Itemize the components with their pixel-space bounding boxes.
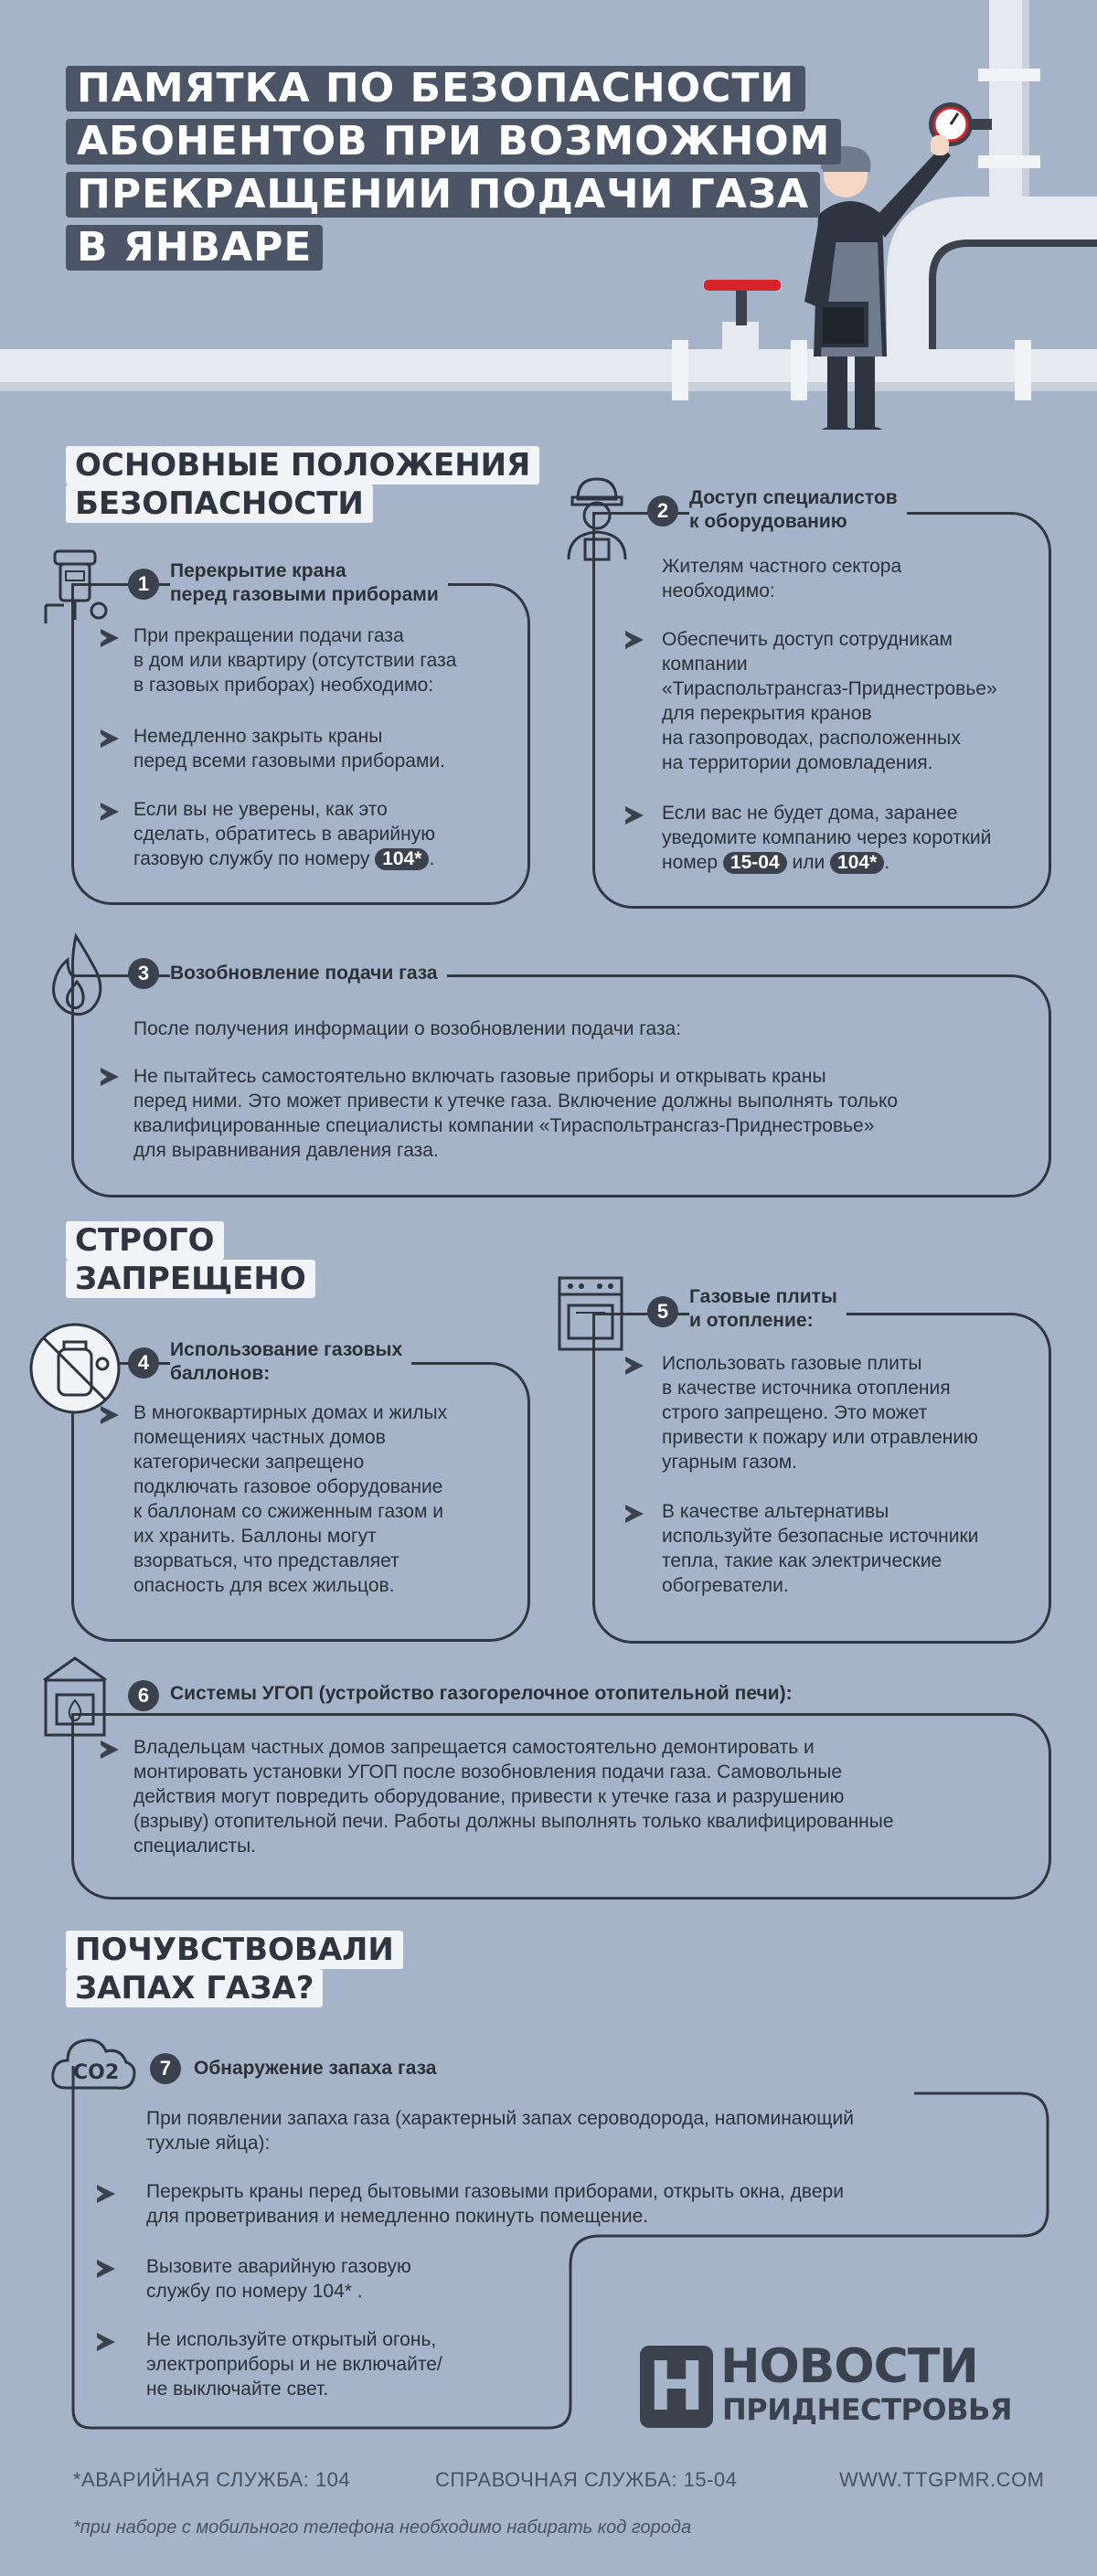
phone-badge-1504: 15-04 xyxy=(723,852,787,874)
section-heading-basics-1: ОСНОВНЫЕ ПОЛОЖЕНИЯ xyxy=(66,446,539,484)
page-title-line-2: АБОНЕНТОВ ПРИ ВОЗМОЖНОМ xyxy=(66,119,841,165)
footer-info-service: СПРАВОЧНАЯ СЛУЖБА: 15-04 xyxy=(435,2468,738,2491)
gas-stove-icon xyxy=(554,1272,627,1355)
flame-icon xyxy=(44,931,108,1018)
gas-valve-icon xyxy=(704,280,781,358)
block-7-point-1: Перекрыть краны перед бытовыми газовыми приборами, открыть окна, двери для проветривания и немедленно покинуть помещение. xyxy=(146,2181,844,2227)
page-title-line-3: ПРЕКРАЩЕНИИ ПОДАЧИ ГАЗА xyxy=(66,172,820,218)
page-title-line-1: ПАМЯТКА ПО БЕЗОПАСНОСТИ xyxy=(66,66,805,112)
block-4-number: 4 xyxy=(128,1347,159,1378)
section-heading-smell-1: ПОЧУВСТВОВАЛИ xyxy=(66,1931,403,1969)
pipe-meter-icon xyxy=(38,547,112,629)
section-heading-forbidden-2: ЗАПРЕЩЕНО xyxy=(66,1260,315,1298)
block-1-title: Перекрытие крана перед газовыми приборами xyxy=(170,559,448,607)
block-2-title: Доступ специалистов к оборудованию xyxy=(689,486,907,534)
block-5-title: Газовые плиты и отопление: xyxy=(689,1285,847,1333)
phone-badge-104: 104* xyxy=(830,852,884,874)
block-7-title: Обнаружение запаха газа xyxy=(194,2057,445,2081)
section-heading-smell-2: ЗАПАХ ГАЗА? xyxy=(66,1969,323,2007)
block-3-number: 3 xyxy=(128,958,159,989)
logo-line-1: НОВОСТИ xyxy=(720,2339,978,2394)
block-5-point-1: Использовать газовые плиты в качестве источника отопления строго запрещено. Это может привести к пожару или отравлению угарным газом. xyxy=(662,1353,978,1473)
block-5-number: 5 xyxy=(647,1296,678,1327)
footer-note: *при наборе с мобильного телефона необходимо набирать код города xyxy=(73,2517,692,2538)
block-3-intro: После получения информации о возобновлении подачи газа: xyxy=(133,1018,682,1039)
section-heading-forbidden-1: СТРОГО xyxy=(66,1221,224,1260)
block-3-title: Возобновление подачи газа xyxy=(170,962,447,985)
footer-website-link[interactable]: WWW.TTGPMR.COM xyxy=(839,2468,1045,2491)
block-2-intro: Жителям частного сектора необходимо: xyxy=(662,556,902,601)
block-2-number: 2 xyxy=(647,495,678,527)
news-logo[interactable] xyxy=(640,2339,1048,2433)
block-1-number: 1 xyxy=(128,569,159,600)
co2-cloud-icon xyxy=(48,2022,139,2104)
section-heading-basics-2: БЕЗОПАСНОСТИ xyxy=(66,484,373,523)
block-3-point-1: Не пытайтесь самостоятельно включать газовые приборы и открывать краны перед ними. Это может привести к утечке газа. Включение должны выполнять только квалифицированные специалисты компании «Тираспольтрансгаз-Приднестровье» для выравнивания давления газа. xyxy=(133,1066,899,1161)
block-7-intro: При появлении запаха газа (характерный запах сероводорода, напоминающий тухлые яйца): xyxy=(146,2108,854,2154)
phone-badge-104: 104* xyxy=(375,848,429,870)
block-1-point-1: Немедленно закрыть краны перед всеми газовыми приборами. xyxy=(133,726,445,772)
block-1-intro: При прекращении подачи газа в дом или квартиру (отсутствии газа в газовых приборах) необходимо: xyxy=(133,625,457,696)
logo-mark: Н xyxy=(640,2346,713,2428)
page-title-line-4: В ЯНВАРЕ xyxy=(66,225,323,271)
block-6-number: 6 xyxy=(128,1680,159,1711)
block-7-point-2: Вызовите аварийную газовую службу по номеру 104* . xyxy=(146,2256,411,2302)
block-2-point-1: Обеспечить доступ сотрудникам компании «Тираспольтрансгаз-Приднестровье» для перекрытия кранов на газопроводах, расположенных на территории домовладения. xyxy=(662,629,997,773)
no-gas-cylinder-icon xyxy=(27,1320,128,1417)
block-2-point-2: Если вас не будет дома, заранее уведомите компанию через короткий номер 15-04 или 104* . xyxy=(662,803,992,873)
block-4-point-1: В многоквартирных домах и жилых помещениях частных домов категорически запрещено подключать газовое оборудование к баллонам со сжиженным газом и их хранить. Баллоны могут взорваться, что представляет опасность для всех жильцов. xyxy=(133,1402,448,1596)
block-7-point-3: Не используйте открытый огонь, электроприборы и не включайте/ не выключайте свет. xyxy=(146,2329,442,2400)
block-6-point-1: Владельцам частных домов запрещается самостоятельно демонтировать и монтировать установки УГОП после возобновления подачи газа. Самовольные действия могут повредить оборудование, привести к утечке газа и разрушению (взрыву) отопительной печи. Работы должны выполнять только квалифицированные специалисты. xyxy=(133,1737,894,1857)
block-6-title: Системы УГОП (устройство газогорелочное отопительной печи): xyxy=(170,1682,802,1706)
block-7-number: 7 xyxy=(150,2053,181,2084)
footer-emergency: *АВАРИЙНАЯ СЛУЖБА: 104 xyxy=(73,2468,351,2491)
block-5-point-2: В качестве альтернативы используйте безопасные источники тепла, такие как электрические обогреватели. xyxy=(662,1501,979,1596)
gas-specialist-icon xyxy=(561,472,633,563)
heating-furnace-icon xyxy=(37,1653,113,1740)
block-4-title: Использование газовых баллонов: xyxy=(170,1338,411,1386)
block-1-point-2: Если вы не уверены, как это сделать, обратитесь в аварийную газовую службу по номеру 104* . xyxy=(133,799,435,869)
co2-label: CO2 xyxy=(73,2061,120,2084)
logo-line-2: ПРИДНЕСТРОВЬЯ xyxy=(722,2392,1013,2427)
